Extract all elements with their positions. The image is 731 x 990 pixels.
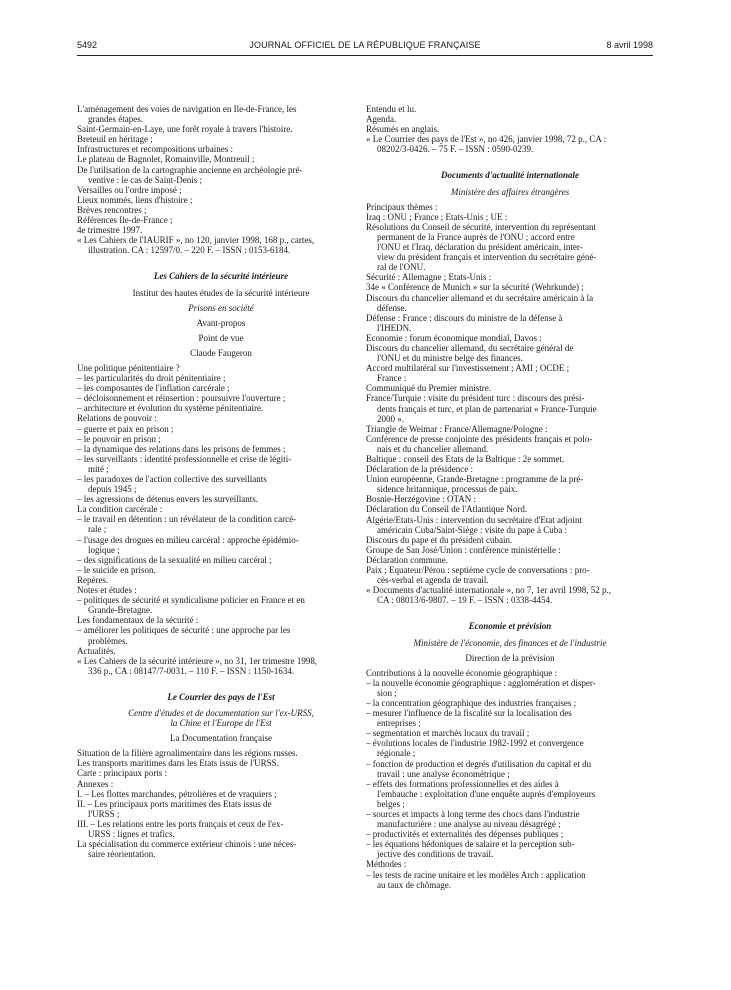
text-line: saire réorientation. [88, 849, 156, 860]
right-column [366, 104, 654, 890]
text-line: view du président français et intervention du secrétaire géné- [377, 252, 597, 263]
text-line: l'ONU et du ministre belge des finances. [377, 353, 523, 364]
text-line: Breteuil en héritage ; [77, 134, 153, 145]
text-line: manufacturière : une analyse au niveau désagrégé ; [377, 819, 561, 830]
text-line: – les particularités du droit pénitentiaire ; [77, 373, 226, 384]
text-line: belges ; [377, 798, 405, 809]
text-line: rale ; [88, 524, 107, 535]
text-line: Les transports maritimes dans les Etats issus de l'URSS. [77, 758, 279, 769]
text-line: Relations de pouvoir : [77, 413, 157, 424]
citation-line: 08202/3-0426. – 75 F. – ISSN : 0590-0239. [377, 144, 534, 155]
text-line: Notes et études : [77, 585, 137, 596]
text-line: Défense : France : discours du ministre de la défense à [366, 312, 563, 323]
publisher-line: Ministère de l'économie, des finances et de l'industrie [413, 637, 607, 648]
intro-block [77, 104, 365, 255]
text-line: sidence britannique, processus de paix. [377, 484, 518, 495]
text-line: – les agressions de détenus envers les surveillants. [77, 494, 258, 505]
text-line: Paix ; Equateur/Pérou : septième cycle de conversations : pro- [366, 565, 590, 576]
text-line: – décloisonnement et réinsertion : poursuivre l'ouverture ; [77, 393, 286, 404]
text-line: Grande-Bretagne. [88, 605, 153, 616]
text-line: Une politique pénitentiaire ? [77, 362, 180, 373]
text-line: – guerre et paix en prison ; [77, 423, 174, 434]
text-line: L'aménagement des voies de navigation en Ile-de-France, les [77, 104, 297, 114]
text-line: – effets des formations professionnelles et des aides à [366, 778, 559, 789]
text-line: Le plateau de Bagnolet, Romainville, Montreuil ; [77, 154, 255, 165]
publisher-line: Ministère des affaires étrangères [450, 186, 570, 197]
text-line: La spécialisation du commerce extérieur chinois : une néces- [77, 839, 297, 850]
text-line: – améliorer les politiques de sécurité : une approche par les [77, 625, 291, 636]
text-line: Annexes : [77, 778, 114, 789]
text-line: – la concentration géographique des industries françaises ; [366, 697, 577, 708]
citation-line: « Les Cahiers de l'IAURIF », no 120, janvier 1998, 168 p., cartes, [77, 235, 315, 246]
text-line: France : [377, 373, 407, 384]
text-line: – fonction de production et degrés d'utilisation du capital et du [366, 758, 592, 769]
page-number: 5492 [77, 40, 98, 50]
text-line: Actualités. [77, 645, 116, 656]
text-line: cès-verbal et agenda de travail. [377, 575, 489, 586]
text-line: depuis 1945 ; [88, 484, 137, 495]
text-line: Repères. [77, 574, 109, 585]
text-line: – architecture et évolution du système pénitentiaire. [77, 403, 264, 414]
text-line: – productivités et externalités des dépenses publiques ; [366, 829, 564, 840]
text-line: Résumés en anglais. [366, 124, 440, 135]
text-line: I. – Les flottes marchandes, pétrolières et de vraquiers ; [77, 788, 277, 799]
citation-line: « Le Courrier des pays de l'Est », no 426, janvier 1998, 72 p., CA : [366, 134, 607, 145]
text-line: – le travail en détention : un révélateur de la condition carcé- [77, 514, 297, 525]
text-line: La condition carcérale : [77, 504, 163, 515]
text-line: Triangle de Weimar : France/Allemagne/Pologne : [366, 423, 548, 434]
text-line: Lieux nommés, liens d'histoire ; [77, 194, 193, 205]
text-line: – l'usage des drogues en milieu carcéral : approche épidémio- [77, 534, 299, 545]
header-rule [77, 55, 653, 56]
section-title: Documents d'actualité internationale [440, 170, 579, 181]
text-line: 34e « Conférence de Munich » sur la sécurité (Wehrkunde) ; [366, 282, 584, 293]
text-line: Discours du pape et du président cubain. [366, 534, 513, 545]
text-line: – les composantes de l'inflation carcérale ; [77, 383, 230, 394]
text-line: – les équations hédoniques de salaire et la perception sub- [366, 839, 575, 850]
journal-title: JOURNAL OFFICIEL DE LA RÉPUBLIQUE FRANÇAISE [249, 40, 481, 50]
page-header [77, 40, 653, 52]
text-line: Groupe de San José/Union : conférence ministérielle : [366, 544, 561, 555]
publisher-line: La Documentation française [170, 733, 272, 744]
text-line: Entendu et lu. [366, 104, 417, 114]
citation-line: « Documents d'actualité internationale », no 7, 1er avril 1998, 52 p., [366, 585, 612, 596]
text-line: sion ; [377, 687, 397, 698]
section-title: Les Cahiers de la sécurité intérieure [153, 271, 289, 282]
text-line: – les surveillants : identité professionnelle et crise de légiti- [77, 453, 292, 464]
text-line: – la nouvelle économie géographique : agglomération et disper- [366, 677, 596, 688]
top-block [366, 104, 654, 154]
text-line: – segmentation et marchés locaux du travail ; [366, 728, 530, 739]
text-line: Brèves rencontres ; [77, 204, 147, 215]
text-line: – évolutions locales de l'industrie 1982-1992 et convergence [366, 738, 584, 749]
text-line: Communiqué du Premier ministre. [366, 383, 491, 394]
text-line: Baltique : conseil des Etats de la Baltique : 2e sommet. [366, 454, 565, 464]
text-line: – mesurer l'influence de la fiscalité sur la localisation des [366, 708, 572, 719]
text-line: Les fondamentaux de la sécurité : [77, 615, 199, 626]
text-line: Sécurité : Allemagne ; Etats-Unis : [366, 272, 492, 283]
text-line: mité ; [88, 463, 109, 474]
text-line: 4e trimestre 1997. [77, 225, 143, 236]
contents-list [366, 202, 654, 606]
text-line: Méthodes : [366, 859, 407, 870]
text-line: Situation de la filière agroalimentaire dans les régions russes. [77, 748, 298, 759]
text-line: De l'utilisation de la cartographie ancienne en archéologie pré- [77, 164, 303, 175]
text-line: au taux de chômage. [377, 879, 451, 890]
text-line: Algérie/Etats-Unis : intervention du secrétaire d'Etat adjoint [366, 514, 583, 525]
author-line: Claude Faugeron [190, 347, 252, 358]
text-line: Déclaration du Conseil de l'Atlantique Nord. [366, 504, 528, 515]
theme-line: Prisons en société [188, 302, 254, 313]
text-line: l'ONU et l'Iraq, déclaration du président américain, inter- [377, 242, 583, 253]
text-line: URSS : lignes et trafics. [88, 829, 175, 839]
left-column [77, 104, 365, 859]
text-line: grandes étapes. [88, 114, 143, 125]
text-line: Union européenne, Grande-Bretagne : programme de la pré- [366, 474, 584, 485]
text-line: Iraq : ONU ; France ; Etats-Unis ; UE : [366, 211, 508, 222]
text-line: – les tests de racine unitaire et les modèles Arch : application [366, 869, 586, 880]
publisher-line: Centre d'études et de documentation sur l'ex-URSS, [128, 707, 314, 718]
text-line: Résolutions du Conseil de sécurité, intervention du représentant [366, 221, 596, 232]
text-line: III. – Les relations entre les ports français et ceux de l'ex- [77, 818, 284, 829]
subheading: Point de vue [198, 332, 244, 343]
text-line: ventive : le cas de Saint-Denis ; [88, 174, 202, 185]
text-line: – le suicide en prison. [77, 564, 156, 575]
text-line: régionale ; [377, 748, 416, 759]
text-line: l'embauche : exploitation d'une enquête auprès d'employeurs [377, 788, 596, 799]
contents-list [366, 668, 654, 890]
text-line: France/Turquie : visite du président turc : discours des prési- [366, 393, 585, 404]
text-line: 2000 ». [377, 413, 404, 424]
text-line: logique ; [88, 544, 120, 555]
text-line: – les paradoxes de l'action collective des surveillants [77, 474, 267, 484]
text-line: II. – Les principaux ports maritimes des Etats issus de [77, 798, 272, 809]
text-line: Infrastructures et recompositions urbaines : [77, 144, 233, 155]
text-line: Discours du chancelier allemand, du secrétaire général de [366, 342, 574, 353]
text-line: nais et du chancelier allemand. [377, 443, 489, 454]
text-line: travail : une analyse économétrique ; [377, 768, 510, 779]
citation-line: illustration. CA : 12597/0. – 220 F. – ISSN : 0153-6184. [88, 245, 291, 256]
subheading: Direction de la prévision [465, 652, 555, 663]
text-line: américain Cuba/Saint-Siège : visite du pape à Cuba : [377, 524, 567, 535]
issue-date: 8 avril 1998 [606, 40, 653, 50]
text-line: Contributions à la nouvelle économie géographique : [366, 667, 557, 678]
text-line: Versailles ou l'ordre imposé ; [77, 184, 182, 195]
text-line: – le pouvoir en prison ; [77, 433, 161, 444]
text-line: Déclaration de la présidence : [366, 464, 473, 475]
text-line: l'URSS ; [88, 808, 120, 819]
text-line: – la dynamique des relations dans les prisons de femmes ; [77, 443, 286, 454]
text-line: entreprises ; [377, 718, 421, 729]
text-line: Références Ile-de-France ; [77, 215, 173, 226]
text-line: Saint-Germain-en-Laye, une forêt royale à travers l'histoire. [77, 124, 293, 135]
text-line: défense. [377, 302, 407, 313]
text-line: – sources et impacts à long terme des chocs dans l'industrie [366, 809, 580, 819]
subheading: Avant-propos [196, 317, 246, 328]
text-line: – des significations de la sexualité en milieu carcéral ; [77, 554, 272, 565]
text-line: Bosnie-Herzégovine : OTAN : [366, 494, 476, 505]
text-line: Déclaration commune. [366, 554, 448, 565]
publisher-line: Institut des hautes études de la sécurité intérieure [132, 287, 310, 298]
section-title: Economie et prévision [468, 621, 552, 632]
section-title: Le Courrier des pays de l'Est [167, 691, 275, 702]
citation-line: CA : 08013/6-9807. – 19 F. – ISSN : 0338-4454. [377, 595, 553, 606]
text-line: permanent de la France auprès de l'ONU ; accord entre [377, 231, 575, 242]
text-line: problèmes. [88, 635, 128, 646]
text-line: Economie : forum économique mondial, Davos : [366, 332, 542, 343]
text-line: jective des conditions de travail. [377, 849, 494, 860]
text-line: l'IHEDN. [377, 322, 412, 333]
text-line: Discours du chancelier allemand et du secrétaire américain à la [366, 292, 594, 303]
text-line: Accord multilatéral sur l'investissement ; AMI ; OCDE ; [366, 363, 570, 374]
text-line: Conférence de presse conjointe des présidents français et polo- [366, 433, 593, 444]
citation-line: 336 p., CA : 08147/7-0031. – 110 F. – ISSN : 1150-1634. [88, 665, 295, 676]
text-line: Principaux thèmes : [366, 201, 438, 212]
text-line: ral de l'ONU. [377, 262, 426, 273]
contents-list [77, 748, 365, 859]
text-line: – politiques de sécurité et syndicalisme policier en France et en [77, 595, 305, 606]
text-line: Agenda. [366, 114, 397, 125]
text-line: Carte : principaux ports : [77, 768, 167, 779]
citation-line: « Les Cahiers de la sécurité intérieure », no 31, 1er trimestre 1998, [77, 655, 318, 666]
publisher-line: la Chine et l'Europe de l'Est [170, 718, 272, 729]
contents-list [77, 363, 365, 676]
text-line: dents français et turc, et plan de partenariat « France-Turquie [377, 403, 597, 414]
